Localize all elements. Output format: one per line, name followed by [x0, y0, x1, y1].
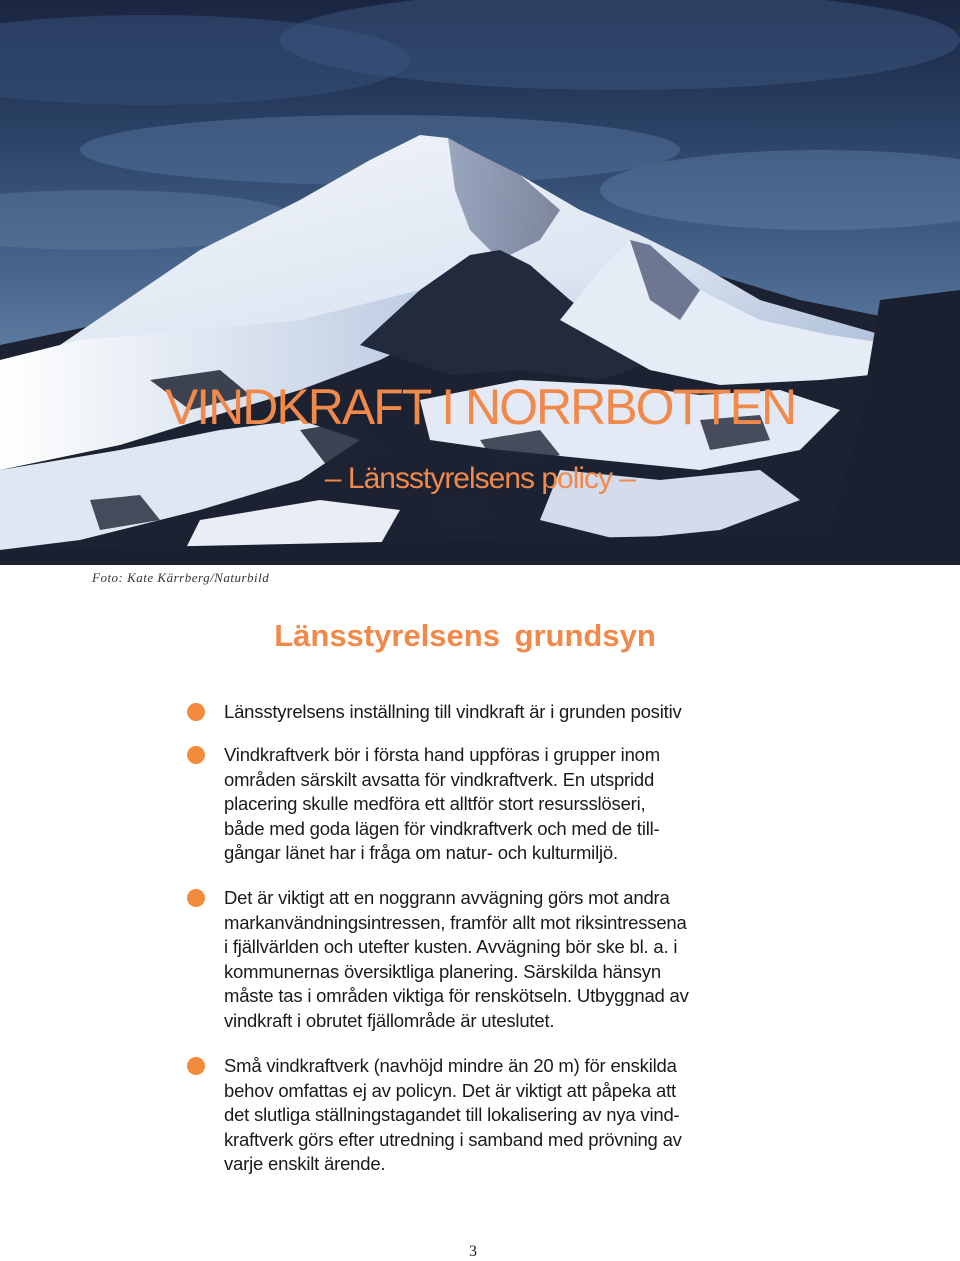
- bullet-text-line: både med goda lägen för vindkraftverk och med de till-: [224, 817, 660, 839]
- bullet-text-line: Vindkraftverk bör i första hand uppföras i grupper inom: [224, 744, 660, 765]
- bullet-text-line: det slutliga ställningstagandet till lokalisering av nya vind-: [224, 1104, 680, 1125]
- bullet-dot-icon: [187, 746, 205, 764]
- bullet-text-line: varje enskilt ärende.: [224, 1153, 386, 1174]
- bullet-item-1: [224, 700, 744, 725]
- bullet-text-line: Det är viktigt att en noggrann avvägning görs mot andra: [224, 887, 670, 908]
- bullet-text-line: i fjällvärlden och utefter kusten. Avvägning bör ske bl. a. i: [224, 936, 678, 957]
- section-heading: Länsstyrelsens grundsyn: [274, 618, 656, 653]
- bullet-text-line: gångar länet har i fråga om natur- och kulturmiljö.: [224, 842, 618, 863]
- cover-title: VINDKRAFT I NORRBOTTEN: [164, 379, 796, 435]
- bullet-dot-icon: [187, 1057, 205, 1075]
- bullet-dot-icon: [187, 703, 205, 721]
- bullet-text-line: kraftverk görs efter utredning i samband med prövning av: [224, 1128, 682, 1150]
- bullet-text-line: måste tas i områden viktiga för renskötseln. Utbyggnad av: [224, 985, 689, 1006]
- bullet-text-line: Länsstyrelsens inställning till vindkraft är i grunden positiv: [224, 701, 682, 722]
- bullet-text-line: Små vindkraftverk (navhöjd mindre än 20 m) för enskilda: [224, 1055, 677, 1076]
- bullet-text-line: områden särskilt avsatta för vindkraftverk. En utspridd: [224, 768, 655, 790]
- bullet-text-line: placering skulle medföra ett alltför stort resursslöseri,: [224, 793, 646, 814]
- bullet-text-line: vindkraft i obrutet fjällområde är uteslutet.: [224, 1009, 555, 1031]
- bullet-text-line: markanvändningsintressen, framför allt mot riksintressena: [224, 911, 687, 933]
- bullet-text-line: kommunernas översiktliga planering. Särskilda hänsyn: [224, 960, 661, 982]
- bullet-dot-icon: [187, 889, 205, 907]
- cover-photo: [0, 0, 960, 565]
- cover-subtitle: – Länsstyrelsens policy –: [324, 462, 636, 495]
- bullet-item-2: [224, 743, 744, 866]
- page-number: 3: [469, 1243, 477, 1260]
- photo-credit: Foto: Kate Kärrberg/Naturbild: [92, 570, 270, 585]
- bullet-item-4: [224, 1054, 744, 1177]
- bullet-item-3: [224, 886, 744, 1033]
- bullet-text-line: behov omfattas ej av policyn. Det är viktigt att påpeka att: [224, 1079, 676, 1101]
